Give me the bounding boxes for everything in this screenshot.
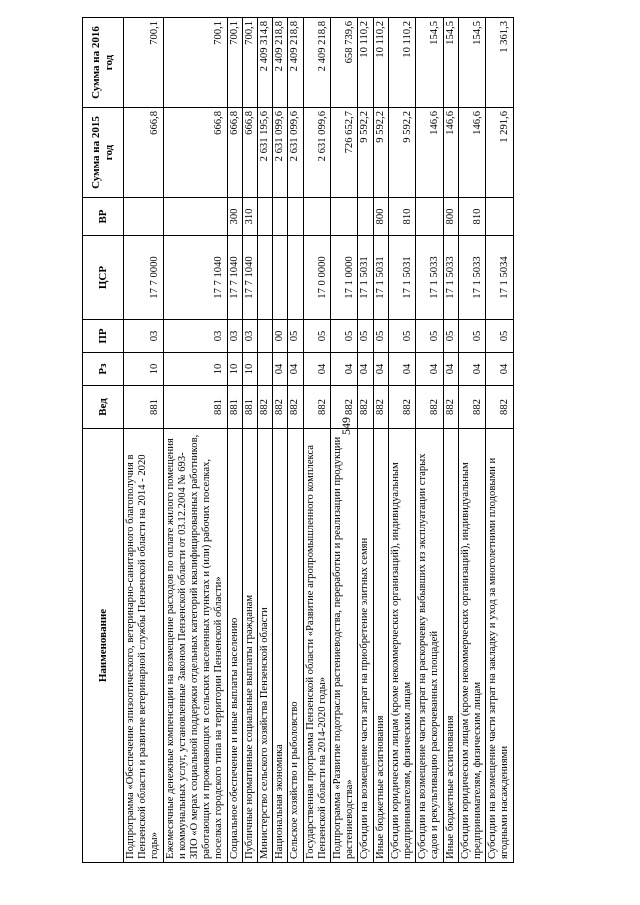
cell-csr	[288, 236, 303, 320]
cell-name: Субсидии на возмещение части затрат на раскорчевку выбывших из эксплуатации старых садов и рекультивацию раскорчеванных площадей	[416, 429, 443, 863]
page-number: 549	[339, 417, 353, 435]
table-row	[486, 18, 513, 863]
cell-name: Государственная программа Пензенской области «Развитие агропромышленного комплекса Пензенской области на 2014-2020 годы»	[303, 429, 330, 863]
cell-pr: 05	[486, 320, 513, 353]
cell-csr: 17 7 1040	[242, 236, 257, 320]
cell-vr	[303, 198, 330, 236]
cell-sum-2015: 146,6	[443, 108, 458, 198]
cell-sum-2016: 10 110,2	[373, 18, 388, 108]
cell-ved: 882	[443, 386, 458, 429]
cell-sum-2016: 2 409 218,8	[273, 18, 288, 108]
table-header-row	[83, 18, 124, 863]
cell-sum-2016: 1 361,3	[486, 18, 513, 108]
cell-sum-2016: 700,1	[242, 18, 257, 108]
cell-ved: 882	[303, 386, 330, 429]
cell-name: Субсидии юридическим лицам (кроме некоммерческих организаций), индивидуальным предпринимателям, физическим лицам	[458, 429, 485, 863]
header-sum-2015: Сумма на 2015 год	[83, 108, 124, 198]
cell-ved: 881	[163, 386, 227, 429]
cell-name: Иные бюджетные ассигнования	[443, 429, 458, 863]
cell-rz: 04	[458, 353, 485, 386]
cell-rz: 04	[373, 353, 388, 386]
cell-ved: 882	[416, 386, 443, 429]
table-body	[124, 18, 514, 863]
cell-pr: 03	[124, 320, 164, 353]
cell-sum-2015: 2 631 195,6	[258, 108, 273, 198]
cell-vr: 300	[227, 198, 242, 236]
cell-csr: 17 1 0000	[331, 236, 358, 320]
cell-name: Сельское хозяйство и рыболовство	[288, 429, 303, 863]
cell-pr: 05	[388, 320, 415, 353]
cell-sum-2016: 658 739,6	[331, 18, 358, 108]
table-row	[416, 18, 443, 863]
header-sum-2016: Сумма на 2016 год	[83, 18, 124, 108]
cell-pr: 05	[358, 320, 373, 353]
cell-csr: 17 0 0000	[303, 236, 330, 320]
cell-rz: 10	[163, 353, 227, 386]
cell-vr: 310	[242, 198, 257, 236]
header-ved: Вед	[83, 386, 124, 429]
cell-sum-2015: 1 291,6	[486, 108, 513, 198]
table-row	[458, 18, 485, 863]
cell-pr: 05	[373, 320, 388, 353]
cell-sum-2016: 154,5	[416, 18, 443, 108]
cell-ved: 881	[227, 386, 242, 429]
cell-pr: 05	[416, 320, 443, 353]
table-row	[331, 18, 358, 863]
table-row	[373, 18, 388, 863]
cell-ved: 882	[258, 386, 273, 429]
cell-csr: 17 1 5033	[458, 236, 485, 320]
cell-csr: 17 1 5031	[373, 236, 388, 320]
cell-sum-2015: 9 592,2	[373, 108, 388, 198]
cell-name: Национальная экономика	[273, 429, 288, 863]
cell-rz: 04	[288, 353, 303, 386]
cell-pr: 05	[303, 320, 330, 353]
cell-sum-2015: 666,8	[242, 108, 257, 198]
cell-sum-2015: 9 592,2	[358, 108, 373, 198]
table-row	[288, 18, 303, 863]
cell-csr: 17 1 5033	[443, 236, 458, 320]
cell-csr: 17 7 0000	[124, 236, 164, 320]
cell-pr: 03	[242, 320, 257, 353]
table-row	[358, 18, 373, 863]
cell-pr	[258, 320, 273, 353]
cell-vr	[163, 198, 227, 236]
cell-sum-2015: 9 592,2	[388, 108, 415, 198]
cell-csr: 17 7 1040	[227, 236, 242, 320]
cell-pr: 03	[163, 320, 227, 353]
cell-csr: 17 1 5031	[358, 236, 373, 320]
cell-vr	[273, 198, 288, 236]
cell-ved: 882	[373, 386, 388, 429]
cell-pr: 05	[331, 320, 358, 353]
cell-sum-2015: 146,6	[416, 108, 443, 198]
cell-sum-2016: 2 409 314,8	[258, 18, 273, 108]
cell-vr	[358, 198, 373, 236]
cell-name: Ежемесячные денежные компенсации на возмещение расходов по оплате жилого помещения и коммунальных услуг, установленные Законом Пензенской области от 03.12.2004 № 693-ЗПО «О мерах социальной поддержки отдельных категорий квалифицированных работников, работающих и проживающих в сельских населенных пунктах и (или) рабочих поселках, поселках городского типа на территории Пензенской области»	[163, 429, 227, 863]
cell-name: Министерство сельского хозяйства Пензенской области	[258, 429, 273, 863]
cell-rz: 04	[416, 353, 443, 386]
cell-sum-2016: 2 409 218,8	[288, 18, 303, 108]
cell-sum-2015: 2 631 099,6	[303, 108, 330, 198]
table-row	[443, 18, 458, 863]
table-row	[163, 18, 227, 863]
cell-vr: 800	[373, 198, 388, 236]
cell-ved: 882	[458, 386, 485, 429]
cell-csr: 17 1 5034	[486, 236, 513, 320]
rotated-page	[82, 18, 586, 863]
header-vr: ВР	[83, 198, 124, 236]
cell-ved: 882	[358, 386, 373, 429]
cell-sum-2015: 726 652,7	[331, 108, 358, 198]
cell-ved: 882	[331, 386, 358, 429]
cell-sum-2016: 154,5	[443, 18, 458, 108]
cell-rz: 10	[242, 353, 257, 386]
cell-name: Субсидии на возмещение части затрат на закладку и уход за многолетними плодовыми и ягодными насаждениями	[486, 429, 513, 863]
cell-name: Субсидии юридическим лицам (кроме некоммерческих организаций), индивидуальным предпринимателям, физическим лицам	[388, 429, 415, 863]
cell-rz: 04	[443, 353, 458, 386]
cell-ved: 881	[242, 386, 257, 429]
table-row	[388, 18, 415, 863]
table-row	[227, 18, 242, 863]
cell-vr	[258, 198, 273, 236]
cell-pr: 05	[443, 320, 458, 353]
cell-sum-2015: 2 631 099,6	[273, 108, 288, 198]
cell-sum-2016: 2 409 218,8	[303, 18, 330, 108]
cell-sum-2015: 666,8	[124, 108, 164, 198]
cell-vr	[416, 198, 443, 236]
cell-rz: 04	[358, 353, 373, 386]
header-rz: Рз	[83, 353, 124, 386]
table-row	[258, 18, 273, 863]
table-row	[303, 18, 330, 863]
cell-sum-2016: 700,1	[163, 18, 227, 108]
cell-name: Подпрограмма «Развитие подотрасли растениеводства, переработки и реализации продукции растениеводства»	[331, 429, 358, 863]
cell-rz: 04	[388, 353, 415, 386]
cell-sum-2015: 2 631 099,6	[288, 108, 303, 198]
cell-rz: 04	[303, 353, 330, 386]
cell-sum-2016: 700,1	[227, 18, 242, 108]
cell-rz: 04	[273, 353, 288, 386]
table-row	[273, 18, 288, 863]
cell-sum-2015: 666,8	[163, 108, 227, 198]
table-row	[242, 18, 257, 863]
cell-ved: 882	[273, 386, 288, 429]
cell-csr	[258, 236, 273, 320]
cell-csr: 17 1 5031	[388, 236, 415, 320]
cell-sum-2016: 10 110,2	[388, 18, 415, 108]
header-pr: ПР	[83, 320, 124, 353]
table-row	[124, 18, 164, 863]
cell-vr	[486, 198, 513, 236]
cell-vr: 810	[388, 198, 415, 236]
cell-name: Иные бюджетные ассигнования	[373, 429, 388, 863]
cell-pr: 00	[273, 320, 288, 353]
cell-rz: 04	[331, 353, 358, 386]
cell-ved: 881	[124, 386, 164, 429]
header-name: Наименование	[83, 429, 124, 863]
cell-name: Публичные нормативные социальные выплаты гражданам	[242, 429, 257, 863]
cell-sum-2015: 666,8	[227, 108, 242, 198]
cell-ved: 882	[388, 386, 415, 429]
cell-sum-2015: 146,6	[458, 108, 485, 198]
cell-rz: 10	[227, 353, 242, 386]
cell-name: Подпрограмма «Обеспечение эпизоотического, ветеринарно-санитарного благополучия в Пензенской области и развитие ветеринарной службы Пензенской области на 2014 - 2020 годы»	[124, 429, 164, 863]
cell-name: Субсидии на возмещение части затрат на приобретение элитных семян	[358, 429, 373, 863]
cell-vr: 800	[443, 198, 458, 236]
budget-table	[82, 17, 514, 863]
cell-vr	[288, 198, 303, 236]
cell-rz: 10	[124, 353, 164, 386]
cell-ved: 882	[486, 386, 513, 429]
cell-vr: 810	[458, 198, 485, 236]
cell-csr: 17 1 5033	[416, 236, 443, 320]
header-csr: ЦСР	[83, 236, 124, 320]
cell-sum-2016: 154,5	[458, 18, 485, 108]
cell-name: Социальное обеспечение и иные выплаты населению	[227, 429, 242, 863]
cell-vr	[331, 198, 358, 236]
cell-csr	[273, 236, 288, 320]
cell-vr	[124, 198, 164, 236]
cell-pr: 03	[227, 320, 242, 353]
cell-sum-2016: 10 110,2	[358, 18, 373, 108]
cell-ved: 882	[288, 386, 303, 429]
cell-rz	[258, 353, 273, 386]
cell-csr: 17 7 1040	[163, 236, 227, 320]
cell-pr: 05	[288, 320, 303, 353]
cell-rz: 04	[486, 353, 513, 386]
cell-sum-2016: 700,1	[124, 18, 164, 108]
cell-pr: 05	[458, 320, 485, 353]
